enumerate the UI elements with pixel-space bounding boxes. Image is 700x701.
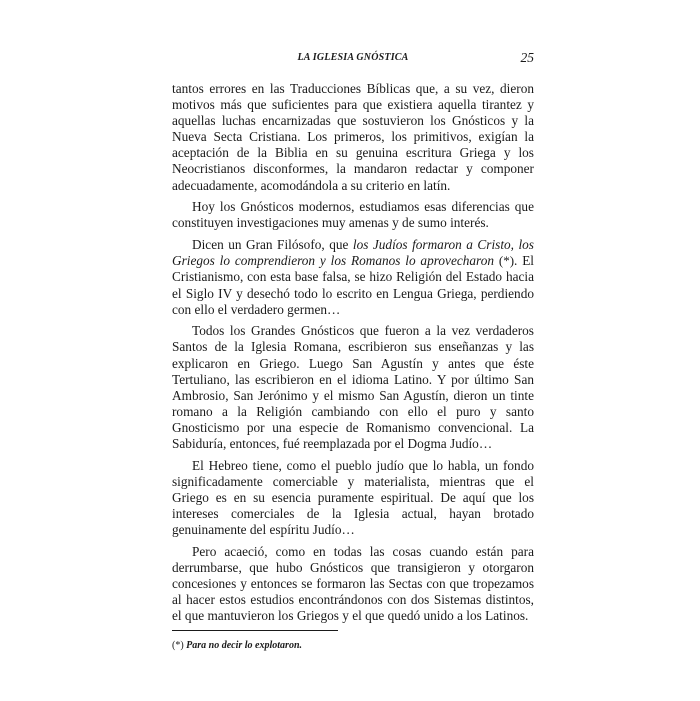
footnote-text: Para no decir lo explotaron.	[183, 640, 303, 651]
footnote	[172, 640, 534, 651]
running-title: LA IGLESIA GNÓSTICA	[297, 52, 409, 63]
footnote-reference: (*)	[498, 253, 515, 269]
body-text	[172, 81, 534, 624]
quoted-phrase: los Judíos formaron a Cristo, los Griegos lo comprendieron y los Romanos lo aprovecharon	[172, 237, 534, 269]
paragraph-5: El Hebreo tiene, como el pueblo judío que lo habla, un fondo significadamente comerciable y materialista, mientras que el Griego es en su esencia puramente espiritual. De aquí que los intereses comerciales de la Iglesia actual, hayan brotado genuinamente del espíritu Judío…	[172, 457, 534, 538]
paragraph-3-intro: Dicen un Gran Filósofo, que	[192, 237, 353, 253]
paragraph-3-rest: . El Cristianismo, con esta base falsa, se hizo Religión del Estado hacia el Siglo IV y desechó todo lo escrito en Lengua Griega, perdiendo con ello el verdadero germen…	[172, 253, 535, 317]
paragraph-2: Hoy los Gnósticos modernos, estudiamos esas diferencias que constituyen investigaciones muy amenas y de sumo interés.	[172, 199, 534, 231]
page-number: 25	[520, 50, 534, 65]
paragraph-4: Todos los Grandes Gnósticos que fueron a la vez verdaderos Santos de la Iglesia Romana, escribieron sus enseñanzas y las explicaron en Griego. Luego San Agustín y antes que éste Tertuliano, las escribieron en el idioma Latino. Y por último San Ambrosio, San Jerónimo y el mismo San Agustín, dieron un tinte romano a la Religión cambiando con ello el puro y santo Gnosticismo por una especie de Romanismo convencional. La Sabiduría, entonces, fué reemplazada por el Dogma Judío…	[172, 323, 534, 452]
footnote-mark: (*)	[172, 640, 184, 651]
running-header	[172, 52, 534, 68]
footnote-rule	[172, 630, 338, 631]
paragraph-6: Pero acaeció, como en todas las cosas cuando están para derrumbarse, que hubo Gnósticos que transigieron y otorgaron concesiones y entonces se formaron las Sectas con que tropezamos al hacer estos estudios encontrándonos con dos Sistemas distintos, el que mantuvieron los Griegos y el que quedó unido a los Latinos.	[172, 543, 534, 624]
paragraph-3	[172, 237, 534, 317]
paragraph-1: tantos errores en las Traducciones Bíblicas que, a su vez, dieron motivos más que suficientes para que existiera aquella tirantez y aquellas luchas encarnizadas que sostuvieron los Gnósticos y la Nueva Secta Cristiana. Los primeros, los primitivos, exigían la aceptación de la Biblia en su genuina escritura Griega y los Neocristianos disconformes, la mandaron redactar y componer adecuadamente, acomodándola a su criterio en latín.	[172, 81, 534, 193]
